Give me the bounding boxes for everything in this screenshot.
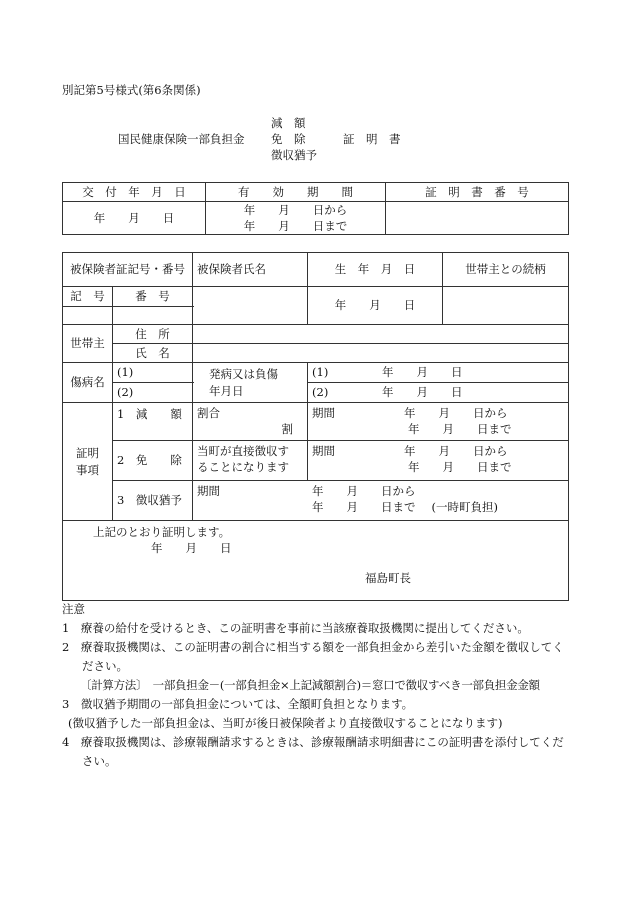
proof-label-line1: 証明 <box>76 446 99 461</box>
number-field[interactable] <box>113 307 193 325</box>
item3-label: 3 徴収猶予 <box>113 481 193 521</box>
item2-desc-line1: 当町が直接徴収す <box>197 444 290 458</box>
certificate-table <box>62 252 569 601</box>
header-insured-name: 被保険者氏名 <box>193 253 308 287</box>
notes-section <box>62 600 572 771</box>
header-valid-period: 有 効 期 間 <box>206 183 386 202</box>
note-2: 2 療養取扱機関は、この証明書の割合に相当する額を一部負担金から差引いた金額を徴収してください。 <box>62 640 564 673</box>
item2-to: 年 月 日まで <box>408 460 512 475</box>
header-birth-date: 生 年 月 日 <box>308 253 443 287</box>
onset-1-field[interactable] <box>308 363 569 383</box>
note-4: 4 療養取扱機関は、診療報酬請求するときは、診療報酬請求明細書にこの証明書を添付してください。 <box>62 735 564 768</box>
item3-period-field[interactable] <box>193 481 569 521</box>
onset-1-number: (1) <box>312 365 329 380</box>
onset-2-field[interactable] <box>308 383 569 403</box>
header-issue-date: 交 付 年 月 日 <box>63 183 206 202</box>
issuer-name: 福島町長 <box>365 571 411 585</box>
number-label: 番 号 <box>113 287 193 307</box>
header-cert-number: 証 明 書 番 号 <box>386 183 569 202</box>
proof-label-line2: 事項 <box>76 462 99 477</box>
valid-period-field[interactable] <box>206 202 386 235</box>
note-3b: (徴収猶予した一部負担金は、当町が後日被保険者より直接徴収することになります) <box>68 716 503 730</box>
statement-text: 上記のとおり証明します。 <box>93 525 231 539</box>
name-label: 氏 名 <box>113 344 193 363</box>
householder-label: 世帯主 <box>63 325 113 363</box>
issue-date-field[interactable]: 年 月 日 <box>63 202 206 235</box>
disease-2-field[interactable]: (2) <box>113 383 193 403</box>
header-relation: 世帯主との続柄 <box>443 253 569 287</box>
address-label: 住 所 <box>113 325 193 344</box>
note-3: 3 徴収猶予期間の一部負担金については、全額町負担となります。 <box>62 697 414 711</box>
item2-from: 年 月 日から <box>404 444 508 458</box>
title-suffix: 証 明 書 <box>343 132 401 146</box>
header-insured-id: 被保険者証記号・番号 <box>63 253 193 287</box>
item1-ratio-unit: 割 <box>281 422 294 437</box>
cert-number-field[interactable] <box>386 202 569 235</box>
item3-from: 年 月 日から <box>312 484 416 498</box>
note-calc: 〔計算方法〕 一部負担金－(一部負担金×上記減額割合)＝窓口で徴収すべき一部負担金金額 <box>80 678 540 692</box>
onset-label-line2: 年月日 <box>209 383 244 398</box>
title-type-exemption: 免 除 <box>271 132 306 146</box>
valid-to: 年 月 日まで <box>243 219 348 234</box>
item2-desc-line2: ることになります <box>197 460 290 475</box>
valid-from: 年 月 日から <box>243 203 348 217</box>
validity-table <box>62 182 569 235</box>
item1-ratio-field[interactable] <box>193 403 308 441</box>
title-type-reduction: 減 額 <box>271 116 306 130</box>
disease-1-field[interactable]: (1) <box>113 363 193 383</box>
onset-label <box>193 363 308 403</box>
item3-to: 年 月 日まで <box>312 500 416 515</box>
onset-label-line1: 発病又は負傷 <box>209 367 279 382</box>
item2-period-label: 期間 <box>312 444 336 458</box>
relation-field[interactable] <box>443 287 569 325</box>
form-label: 別記第5号様式(第6条関係) <box>62 83 201 97</box>
item2-period-field[interactable] <box>308 441 569 481</box>
symbol-label: 記 号 <box>63 287 113 307</box>
item1-label: 1 減 額 <box>113 403 193 441</box>
item1-period-label: 期間 <box>312 406 336 420</box>
item1-to: 年 月 日まで <box>408 422 512 437</box>
item3-period-label: 期間 <box>197 484 221 498</box>
birth-date-field[interactable]: 年 月 日 <box>308 287 443 325</box>
note-1: 1 療養の給付を受けるとき、この証明書を事前に当該療養取扱機関に提出してください。 <box>62 621 529 635</box>
item1-from: 年 月 日から <box>404 406 508 420</box>
proof-items-label <box>63 403 113 521</box>
statement-date[interactable]: 年 月 日 <box>151 541 232 555</box>
insured-name-field[interactable] <box>193 287 308 325</box>
item1-ratio-label: 割合 <box>197 406 221 420</box>
onset-2-number: (2) <box>312 385 329 400</box>
disease-label: 傷病名 <box>63 363 113 403</box>
address-field[interactable] <box>193 325 569 344</box>
item2-label: 2 免 除 <box>113 441 193 481</box>
symbol-field[interactable] <box>63 307 113 325</box>
item1-period-field[interactable] <box>308 403 569 441</box>
title-type-deferral: 徴収猶予 <box>271 148 317 162</box>
onset-1-date: 年 月 日 <box>382 365 463 380</box>
notes-heading: 注意 <box>62 602 85 616</box>
onset-2-date: 年 月 日 <box>382 385 463 400</box>
item2-description <box>193 441 308 481</box>
title-prefix: 国民健康保険一部負担金 <box>118 132 245 146</box>
item3-note: (一時町負担) <box>431 500 498 515</box>
householder-name-field[interactable] <box>193 344 569 363</box>
statement-area <box>63 521 569 601</box>
